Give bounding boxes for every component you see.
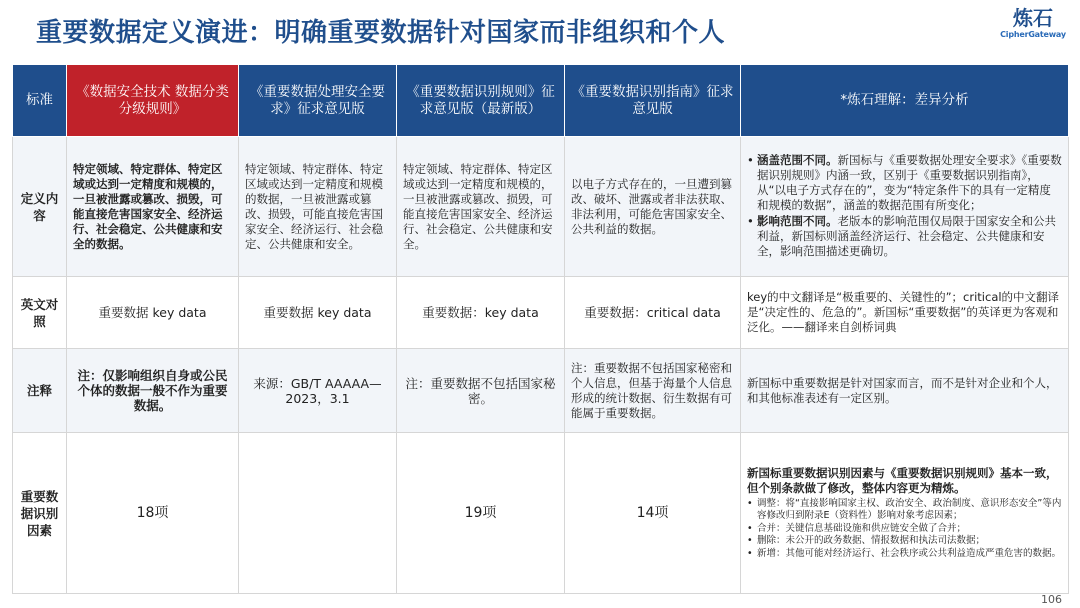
company-logo: [1000, 6, 1066, 40]
row-label-definition: 定义内容: [13, 137, 67, 277]
cell-def-c2: 特定领域、特定群体、特定区域或达到一定精度和规模的数据，一旦被泄露或篡改、损毁，可能直接危害国家安全、经济运行、社会稳定、公共健康和安全。: [239, 137, 397, 277]
cell-factors-c4: 14项: [565, 433, 741, 594]
cell-def-analysis: [741, 137, 1069, 277]
cell-note-analysis: 新国标中重要数据是针对国家而言，而不是针对企业和个人，和其他标准表述有一定区别。: [741, 349, 1069, 433]
comparison-table: [12, 64, 1068, 594]
cell-factors-c3: 19项: [397, 433, 565, 594]
cell-def-c4: 以电子方式存在的，一旦遭到篡改、破坏、泄露或者非法获取、非法利用，可能危害国家安全、公共利益的数据。: [565, 137, 741, 277]
cell-note-c3: 注：重要数据不包括国家秘密。: [397, 349, 565, 433]
cell-en-c2: 重要数据 key data: [239, 277, 397, 349]
def-analysis-point-2: • 影响范围不同。老版本的影响范围仅局限于国家安全和公共利益，新国标则涵盖经济运行、社会稳定、公共健康和安全，影响范围描述更确切。: [747, 214, 1062, 259]
factors-item-delete: • 删除：未公开的政务数据、情报数据和执法司法数据；: [747, 535, 1062, 548]
cell-factors-c2: [239, 433, 397, 594]
row-label-english: 英文对照: [13, 277, 67, 349]
logo-text-en: CipherGateway: [1000, 30, 1066, 39]
cell-factors-c1: 18项: [67, 433, 239, 594]
cell-en-analysis: key的中文翻译是“极重要的、关键性的”；critical的中文翻译是“决定性的、危急的”。新国标“重要数据”的英译更为客观和泛化。——翻译来自剑桥词典: [741, 277, 1069, 349]
factors-item-adjust: • 调整：将“直接影响国家主权、政治安全、政治制度、意识形态安全”等内容修改归到附录E（资料性）影响对象考虑因素；: [747, 498, 1062, 523]
factors-analysis-summary: 新国标重要数据识别因素与《重要数据识别规则》基本一致，但个别条款做了修改，整体内容更为精炼。: [747, 465, 1058, 495]
logo-text-cn: 炼石: [1013, 6, 1053, 30]
cell-def-c3: 特定领域、特定群体、特定区域或达到一定精度和规模的，一旦被泄露或篡改、损毁，可能直接危害国家安全、经济运行、社会稳定、公共健康和安全。: [397, 137, 565, 277]
page-number: 106: [1041, 593, 1062, 606]
header-analysis: *炼石理解：差异分析: [741, 65, 1069, 137]
def-analysis-point-1: • 涵盖范围不同。新国标与《重要数据处理安全要求》《重要数据识别规则》内涵一致，区别于《重要数据识别指南》，从“以电子方式存在的”，变为“特定条件下的具有一定精度和规模的数据”，涵盖的数据范围有所变化；: [747, 153, 1062, 213]
cell-note-c1: 注：仅影响组织自身或公民个体的数据一般不作为重要数据。: [67, 349, 239, 433]
factors-item-merge: • 合并：关键信息基础设施和供应链安全做了合并；: [747, 523, 1062, 536]
cell-en-c3: 重要数据：key data: [397, 277, 565, 349]
row-label-factors: 重要数据识别因素: [13, 433, 67, 594]
table-row-definition: [13, 137, 1069, 277]
header-identification-guide: 《重要数据识别指南》征求意见版: [565, 65, 741, 137]
cell-note-c4: 注：重要数据不包括国家秘密和个人信息，但基于海量个人信息形成的统计数据、衍生数据有可能属于重要数据。: [565, 349, 741, 433]
header-processing-requirements: 《重要数据处理安全要求》征求意见版: [239, 65, 397, 137]
page-title: 重要数据定义演进：明确重要数据针对国家而非组织和个人: [36, 18, 726, 48]
factors-item-add: • 新增：其他可能对经济运行、社会秩序或公共利益造成严重危害的数据。: [747, 548, 1062, 561]
header-identification-rules: 《重要数据识别规则》征求意见版（最新版）: [397, 65, 565, 137]
header-standard: 标准: [13, 65, 67, 137]
cell-en-c1: 重要数据 key data: [67, 277, 239, 349]
header-classification-rules: 《数据安全技术 数据分类分级规则》: [67, 65, 239, 137]
cell-en-c4: 重要数据：critical data: [565, 277, 741, 349]
table-row-factors: [13, 433, 1069, 594]
cell-note-c2: 来源：GB/T AAAAA—2023，3.1: [239, 349, 397, 433]
row-label-note: 注释: [13, 349, 67, 433]
cell-factors-analysis: [741, 433, 1069, 594]
cell-def-c1: 特定领域、特定群体、特定区域或达到一定精度和规模的，一旦被泄露或篡改、损毁，可能直接危害国家安全、经济运行、社会稳定、公共健康和安全的数据。: [67, 137, 239, 277]
table-row-english: [13, 277, 1069, 349]
table-header-row: [13, 65, 1069, 137]
table-row-note: [13, 349, 1069, 433]
